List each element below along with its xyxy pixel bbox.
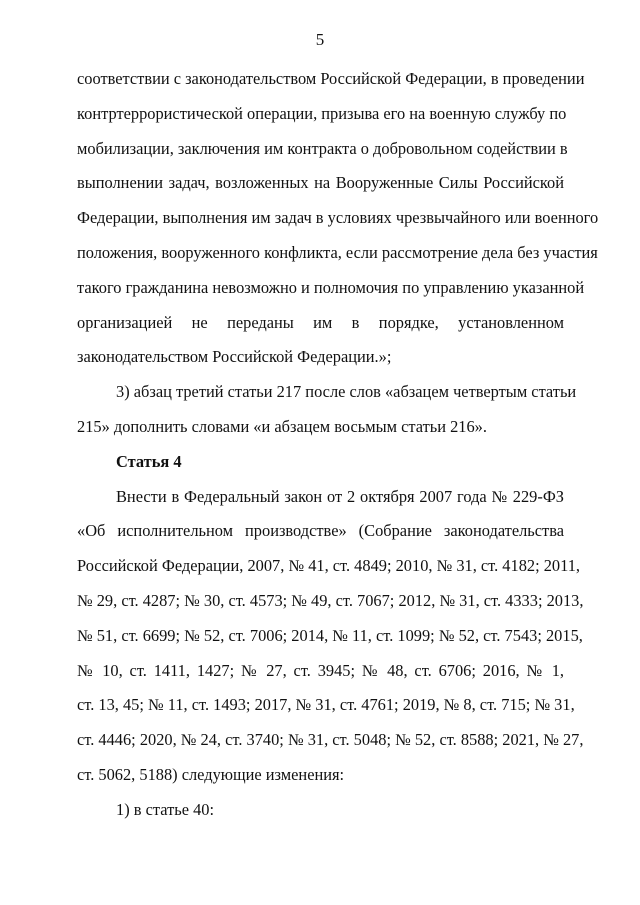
text-line: соответствии с законодательством Российской Федерации, в проведении bbox=[77, 69, 585, 88]
text-line: № 29, ст. 4287; № 30, ст. 4573; № 49, ст. 7067; 2012, № 31, ст. 4333; 2013, bbox=[77, 590, 584, 610]
text-line: 215» дополнить словами «и абзацем восьмым статьи 216». bbox=[77, 416, 487, 436]
text-line: № 10, ст. 1411, 1427; № 27, ст. 3945; № 48, ст. 6706; 2016, № 1, bbox=[77, 660, 564, 680]
text-line: организацией не переданы им в порядке, установленном bbox=[77, 312, 564, 332]
text-line: № 51, ст. 6699; № 52, ст. 7006; 2014, № 11, ст. 1099; № 52, ст. 7543; 2015, bbox=[77, 625, 583, 645]
text-line: законодательством Российской Федерации.»; bbox=[77, 347, 392, 367]
text-line: Российской Федерации, 2007, № 41, ст. 4849; 2010, № 31, ст. 4182; 2011, bbox=[77, 556, 581, 576]
text-line: ст. 13, 45; № 11, ст. 1493; 2017, № 31, ст. 4761; 2019, № 8, ст. 715; № 31, bbox=[77, 695, 575, 715]
article-heading: Статья 4 bbox=[116, 451, 182, 471]
document-body bbox=[77, 62, 599, 828]
text-line: Федерации, выполнения им задач в условиях чрезвычайного или военного bbox=[77, 208, 599, 228]
text-line: выполнении задач, возложенных на Вооруженные Силы Российской bbox=[77, 173, 564, 193]
text-line: ст. 4446; 2020, № 24, ст. 3740; № 31, ст. 5048; № 52, ст. 8588; 2021, № 27, bbox=[77, 730, 584, 750]
text-line: Внести в Федеральный закон от 2 октября 2007 года № 229-ФЗ bbox=[116, 486, 564, 506]
text-line: контртеррористической операции, призыва его на военную службу по bbox=[77, 103, 567, 123]
text-line: «Об исполнительном производстве» (Собрание законодательства bbox=[77, 521, 564, 541]
text-line: такого гражданина невозможно и полномочия по управлению указанной bbox=[77, 277, 585, 297]
text-line: 1) в статье 40: bbox=[116, 799, 215, 819]
text-line: положения, вооруженного конфликта, если рассмотрение дела без участия bbox=[77, 242, 598, 262]
text-line: 3) абзац третий статьи 217 после слов «абзацем четвертым статьи bbox=[116, 382, 577, 402]
text-line: ст. 5062, 5188) следующие изменения: bbox=[77, 764, 345, 784]
page-number: 5 bbox=[315, 30, 325, 49]
text-line: мобилизации, заключения им контракта о добровольном содействии в bbox=[77, 138, 568, 158]
